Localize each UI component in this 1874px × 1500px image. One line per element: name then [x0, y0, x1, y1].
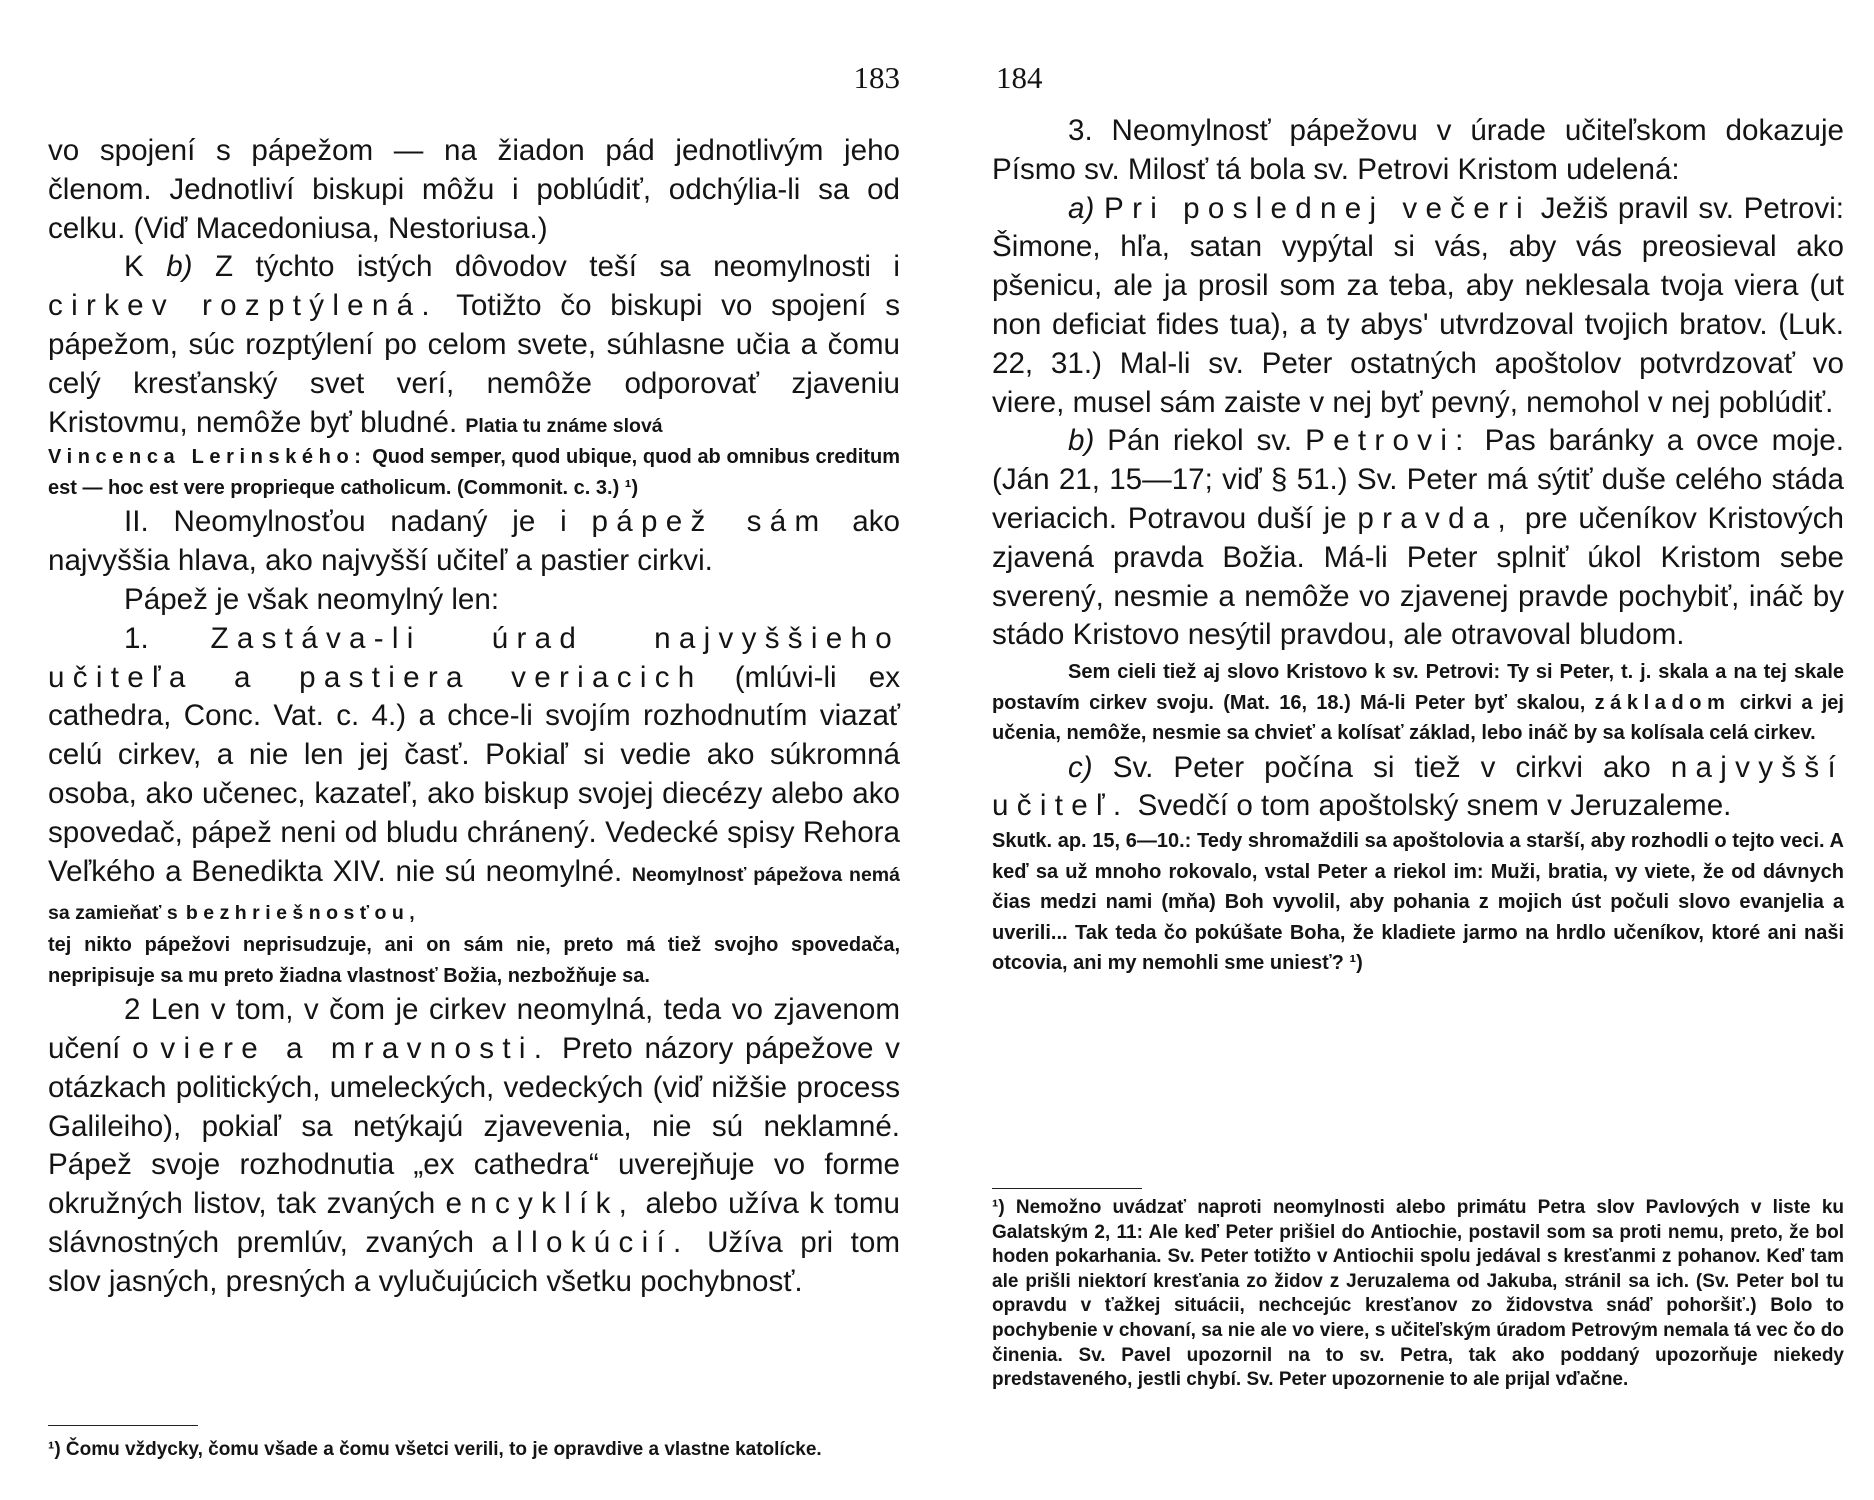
text: Ježiš pravil sv. Petrovi: Šimone, hľa, satan vypýtal si vás, aby vás preosieval ako pšenicu, ale ja prosil som za teba, aby neklesala tvoja viera (ut non deficiat fides tua), a ty abys' utvrdzoval tvojich bratov. (Luk. 22, 31.) Mal-li sv. Peter ostatných apoštolov potvrdzovať vo viere, musel sám zaiste v nej byť pevný, nemohol v nej poblúdiť. [992, 191, 1844, 419]
right-page [992, 0, 1844, 1500]
paragraph [992, 422, 1844, 655]
text: Svedčí o tom apoštolský snem v Jeruzaleme. [1137, 789, 1732, 823]
text: (mlúvi-li ex cathedra, Conc. Vat. c. 4.) a chce-li svojím rozhodnutím viazať celú cirkev, a nie len jej časť. Pokiaľ si vedie ako súkromná osoba, ako učenec, kazateľ, ako biskup svojej diecézy alebo ako spovedač, pápež neni od bludu chránený. Vedecké spisy Rehora Veľkého a Benedikta XIV. nie sú neomylné. [48, 660, 901, 888]
spaced-text: viere a mravnosti. [160, 1031, 551, 1065]
page-number: 183 [853, 60, 900, 95]
text: pre učeníkov Kristových zjavená pravda Božia. Má-li Peter splniť úkol Kristom sebe sverený, nesmie a nemôže vo zjavenej pravde pochybiť, ináč by stádo Kristovo nesýtil pravdou, ale otravoval bludom. [992, 501, 1844, 652]
paragraph [48, 248, 900, 442]
paragraph [48, 991, 900, 1301]
text: vo spojení s pápežom — na žiadon pád jednotlivým jeho členom. Jednotliví biskupi môžu i poblúdiť, odchýlia-li sa od celku. (Viď Macedoniusa, Nestoriusa.) [48, 134, 900, 245]
text: 2 Len v tom, v čom je cirkev neomylná, teda vo zjavenom učení o [48, 993, 900, 1065]
paragraph [992, 749, 1844, 827]
small-paragraph [48, 442, 900, 503]
spaced-text: pravda, [1357, 501, 1515, 535]
text: K [124, 250, 144, 284]
spaced-text: Petrovi: [1305, 424, 1472, 458]
text: tej nikto pápežovi neprisudzuje, ani on sám nie, preto má tiež svojho spovedača, nepripisuje sa mu preto žiadna vlastnosť Božia, nezbožňuje sa. [48, 934, 900, 987]
text: 3. Neomylnosť pápežovu v úrade učiteľskom dokazuje Písmo sv. Milosť tá bola sv. Petrovi Kristom udelená: [992, 114, 1844, 186]
text: Pas baránky a ovce moje. (Ján 21, 15—17; viď § 51.) Sv. Peter má sýtiť duše celého stáda veriacich. Potravou duší je [992, 424, 1844, 535]
footnote-rule [48, 1425, 198, 1426]
small-paragraph [48, 930, 900, 991]
paragraph [48, 503, 900, 581]
paragraph [48, 620, 900, 930]
footnote: ¹) Nemožno uvádzať naproti neomylnosti alebo primátu Petra slov Pavlových v liste ku Galatským 2, 11: Ale keď Peter prišiel do Antiochie, postavil som sa proti nemu, preto, že bol hoden pokarhania. Sv. Peter totižto v Antiochii spolu jedával s kresťanmi z pohanov. Keď tam ale prišli niektorí kresťania zo židov z Jeruzalema od Jakuba, stránil sa ich. (Sv. Peter bol tu opravdu v ťažkej situácii, nechcejúc kresťanov zo židovstva snáď pohoršiť.) Bolo to pochybenie v chovaní, sa nie ale vo viere, s učiteľským úradom Petrovým nemala tá vec čo do činenia. Sv. Pavel upozornil na to sv. Petra, tak ako poddaný upozorňuje niekedy predstaveného, jestli chybí. Sv. Peter upozornenie to ale prijal vďačne. [992, 1197, 1844, 1391]
text: 1. [124, 621, 149, 655]
paragraph [48, 581, 900, 620]
spaced-text: encyklík, [445, 1187, 636, 1221]
footnote-area [48, 1438, 900, 1463]
point-letter: b) [1068, 424, 1095, 458]
footnote-area [992, 1196, 1844, 1393]
text: Sem cieli tiež aj slovo Kristovo k sv. Petrovi: Ty si Peter, t. j. skala a na tej skale postavím cirkev svoju. (Mat. 16, 18.) Má-li Peter byť skalou, [992, 661, 1844, 714]
spaced-text: Vincenca Lerinského: [48, 446, 367, 469]
small-text: Neomylnosť pápežova nemá sa zamieňať s [48, 863, 900, 925]
small-paragraph [992, 657, 1844, 749]
footnote-rule [992, 1188, 1142, 1189]
left-page [48, 0, 900, 1500]
page-body [48, 132, 900, 1302]
small-paragraph [992, 826, 1844, 979]
small-text: Platia tu známe slová [465, 414, 663, 437]
spaced-text: pápež sám [591, 505, 828, 539]
footnote-ref: ¹) [624, 476, 639, 499]
spaced-text: cirkev rozptýlená. [48, 289, 438, 323]
text: Skutk. ap. 15, 6—10.: Tedy shromaždili sa apoštolovia a starší, aby rozhodli o tejto veci. A keď sa už mnoho rokovalo, vstal Peter a riekol im: Muži, bratia, vy viete, že od dávnych čias medzi nami (mňa) Boh vyvolil, aby pohania z mojich úst počuli slovo evanjelia a uverili... Tak teda čo pokúšate Boha, že kladiete jarmo na hrdlo učeníkov, ktoré ani naši otcovia, ani my nemohli sme uniesť? [992, 830, 1844, 975]
text: Preto názory pápežove v otázkach politických, umeleckých, vedeckých (viď nižšie process Galileiho), pokiaľ sa netýkajú zjavevenia, nie sú neklamné. Pápež svoje rozhodnutia „ex cathedra“ uverejňuje vo forme okružných listov, tak zvaných [48, 1031, 900, 1221]
paragraph [992, 112, 1844, 190]
paragraph [48, 132, 900, 248]
text: alebo užíva k tomu slávnostných premlúv, zvaných [48, 1187, 900, 1259]
spaced-text: najvyšší učiteľ. [992, 750, 1844, 823]
spaced-text: Zastáva-li úrad najvyššieho učiteľa a pastiera veriacich [48, 621, 900, 694]
text: Pápež je však neomylný len: [124, 582, 500, 616]
point-letter: a) [1068, 191, 1095, 225]
text: Z týchto istých dôvodov teší sa neomylnosti i [214, 250, 900, 284]
text: Sv. Peter počína si tiež v cirkvi ako [1112, 750, 1651, 784]
text: Užíva pri tom slov jasných, presných a vylučujúcich všetku pochybnosť. [48, 1225, 900, 1298]
spaced-text: základom [1594, 691, 1731, 714]
text: ako najvyššia hlava, ako najvyšší učiteľ a pastier cirkvi. [48, 505, 900, 578]
text: cirkvi a jej učenia, nemôže, nesmie sa chvieť a kolísať základ, lebo ináč by sa kolísala celá cirkev. [992, 691, 1844, 745]
footnote-ref: ¹) [1349, 952, 1363, 975]
text: II. Neomylnosťou nadaný je i [124, 505, 567, 539]
paragraph [992, 190, 1844, 423]
point-letter: c) [1068, 750, 1093, 784]
spaced-text: allokúcií. [491, 1225, 690, 1259]
text: Totižto čo biskupi vo spojení s pápežom, súc rozptýlení po celom svete, súhlasne učia a čomu celý kresťanský svet verí, nemôže odporovať zjaveniu Kristovmu, nemôže byť bludné. [48, 289, 901, 439]
page-number: 184 [996, 60, 1043, 95]
page-body [992, 112, 1844, 979]
text: Quod semper, quod ubique, quod ab omnibus creditum est — hoc est vere proprieque catholicum. (Commonit. c. 3.) [48, 446, 900, 499]
footnote: ¹) Čomu vždycky, čomu všade a čomu všetci verili, to je opravdive a vlastne katolícke. [48, 1439, 822, 1460]
text: Pán riekol sv. [1107, 424, 1293, 458]
point-letter: b) [166, 250, 193, 284]
spaced-text: Pri poslednej večeri [1104, 191, 1532, 225]
spaced-text: bezhriešnosťou, [185, 902, 421, 925]
